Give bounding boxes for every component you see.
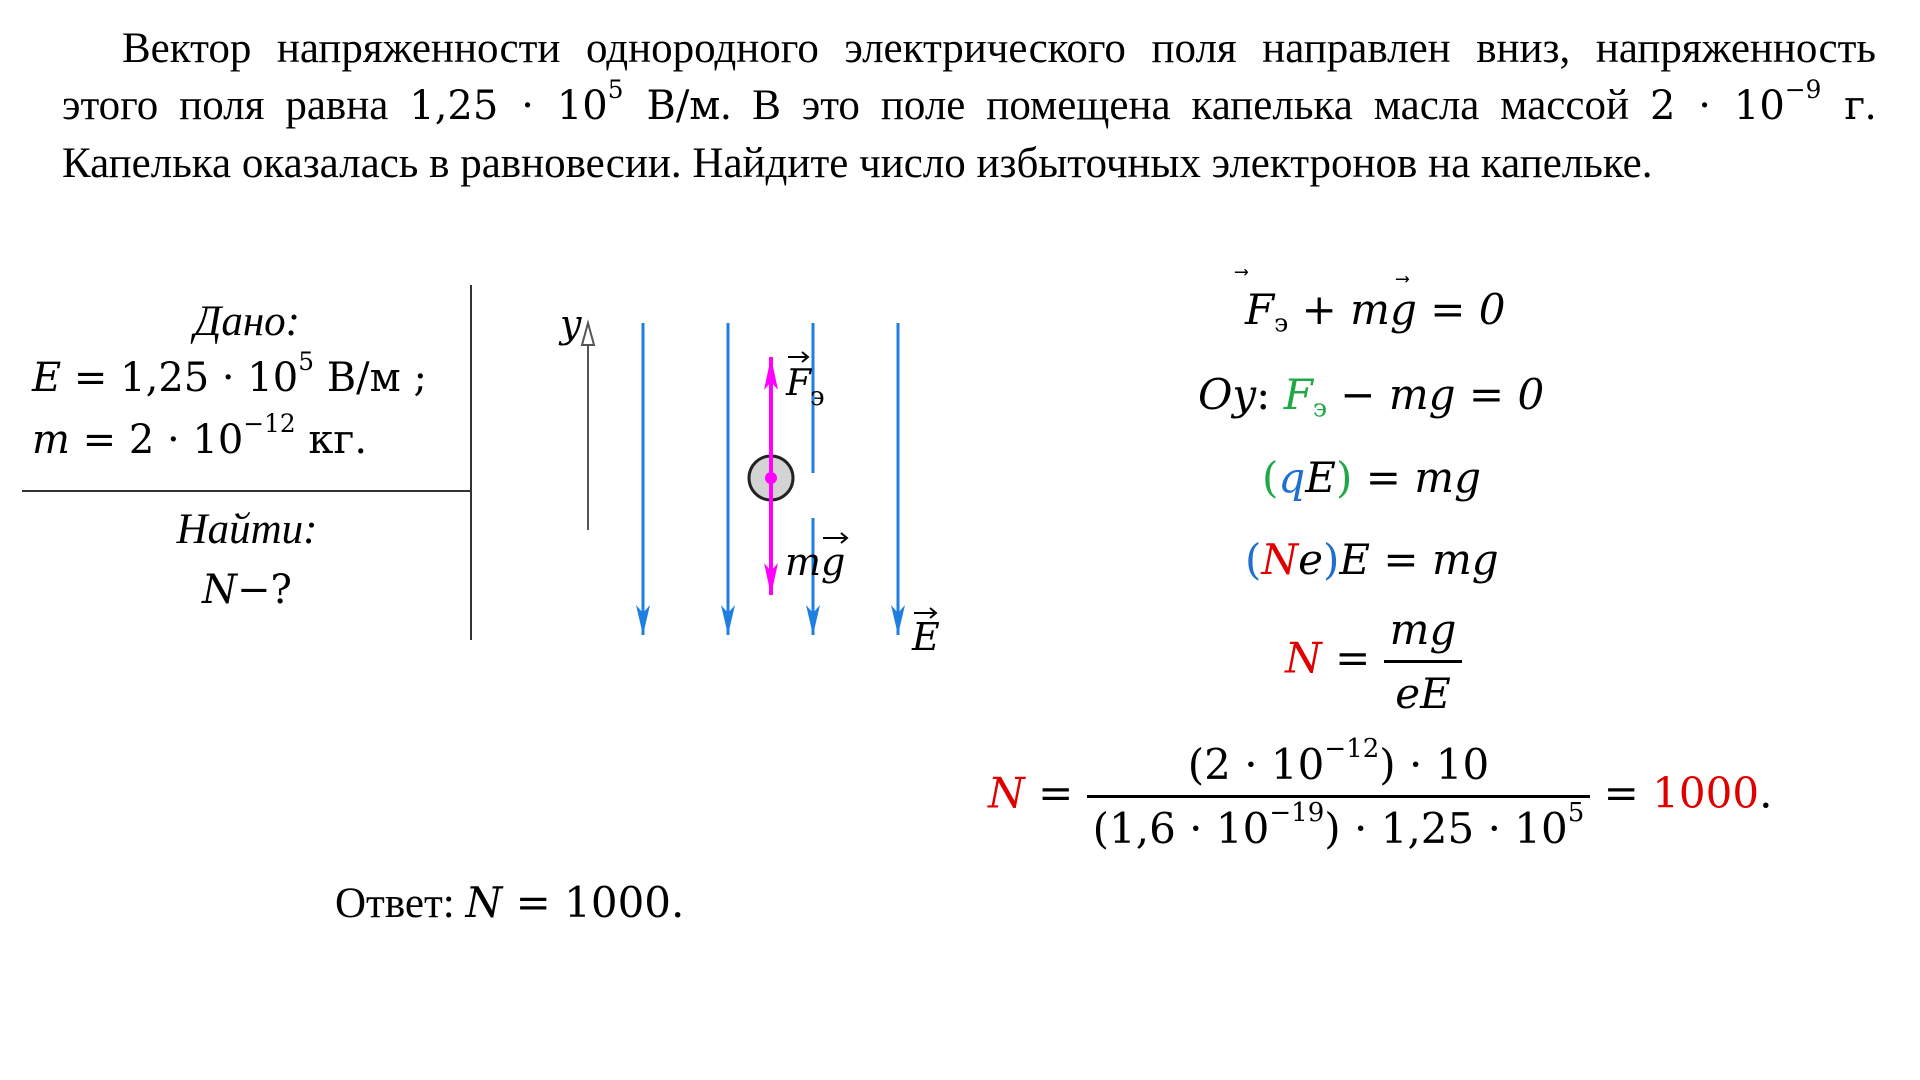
find-title: Найти:: [176, 506, 318, 553]
field-label: [911, 608, 940, 659]
svg-text:э: э: [810, 382, 825, 412]
equation-ne-mg: (Ne)E = mg: [1245, 535, 1499, 584]
find-unknown: N−?: [202, 567, 292, 613]
given-field-strength: $E = 1,25 \cdot 10^5$ В/м ;: [32, 346, 427, 401]
gravity-label: [785, 533, 847, 584]
result-value: 1000: [1652, 768, 1760, 818]
svg-text:mg: mg: [785, 540, 846, 584]
electric-force-label: [785, 352, 825, 412]
mass-value: $2 \cdot 10^{-9}$ г: [1649, 74, 1866, 129]
problem-text-3: . Капелька оказалась в равновесии. Найдите число избыточных электронов на капельке.: [62, 82, 1877, 187]
svg-text:E: E: [912, 615, 940, 659]
answer-line: Ответ: N = 1000.: [335, 878, 685, 927]
force-vectors: [764, 357, 778, 595]
problem-text-2: . В это поле помещена капелька масла массой: [720, 82, 1650, 129]
svg-text:F: F: [786, 363, 811, 404]
equation-qe-mg: (qE) = mg: [1262, 453, 1481, 502]
problem-text-1: Вектор напряженности однородного электрического поля направлен вниз, напряженность этого поля равна: [62, 25, 1876, 129]
given-mass: $m = 2 \cdot 10^{-12}$ кг.: [32, 408, 368, 463]
field-strength-value: $1,25 \cdot 10^5$ В/м: [409, 74, 721, 129]
y-axis-label: y: [560, 302, 582, 346]
given-title: Дано:: [193, 298, 300, 345]
problem-statement: [62, 20, 1876, 192]
equation-projection: Oy: $F_э$ − mg = 0: [1198, 370, 1545, 423]
equation-vector-sum: $F_э$ + mg = 0: [1245, 285, 1506, 338]
force-diagram: [540, 295, 1000, 675]
equation-n-calculation: N = $\frac{(2 \cdot 10^{-12}) \cdot 10}{(1,6 \cdot 10^{-19}) \cdot 1,25 \cdot 10^5}$ = 1000.: [988, 733, 1773, 853]
y-axis: [558, 302, 594, 530]
answer-label: Ответ:: [335, 880, 466, 927]
equation-n-formula: N = $\frac{mg}{eE}$: [1285, 605, 1462, 718]
eq1-rest: + mg = 0: [1288, 285, 1506, 334]
given-block: [22, 285, 472, 645]
